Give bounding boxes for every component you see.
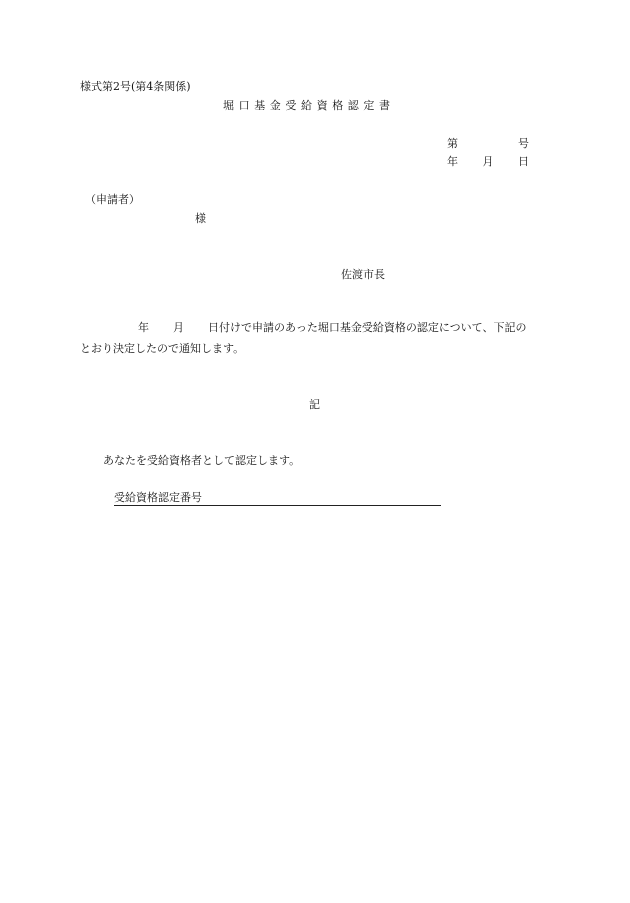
body-line-1-text: 日付けで申請のあった堀口基金受給資格の認定について、下記の bbox=[208, 321, 527, 334]
body-year-label: 年 bbox=[138, 321, 149, 334]
applicant-label: （申請者） bbox=[85, 193, 140, 206]
applicant-honorific: 様 bbox=[195, 212, 206, 225]
document-number-row bbox=[447, 137, 529, 151]
document-title: 堀口基金受給資格認定書 bbox=[223, 99, 395, 112]
certification-number-label: 受給資格認定番号 bbox=[114, 491, 202, 504]
body-month-label: 月 bbox=[173, 321, 184, 334]
issuer-name: 佐渡市長 bbox=[341, 268, 385, 281]
issue-date-row bbox=[447, 155, 529, 169]
date-month-label: 月 bbox=[482, 155, 494, 168]
recognition-statement: あなたを受給資格者として認定します。 bbox=[103, 454, 301, 467]
certification-number-field bbox=[114, 491, 441, 506]
date-year-label: 年 bbox=[447, 155, 458, 168]
notice-body-line-2: とおり決定したので通知します。 bbox=[80, 342, 245, 355]
number-suffix: 号 bbox=[518, 137, 529, 150]
form-identifier: 様式第2号(第4条関係) bbox=[80, 80, 191, 93]
number-prefix: 第 bbox=[447, 137, 458, 150]
notice-body-line-1 bbox=[80, 321, 526, 335]
date-day-label: 日 bbox=[518, 155, 529, 168]
ki-heading: 記 bbox=[309, 398, 320, 411]
